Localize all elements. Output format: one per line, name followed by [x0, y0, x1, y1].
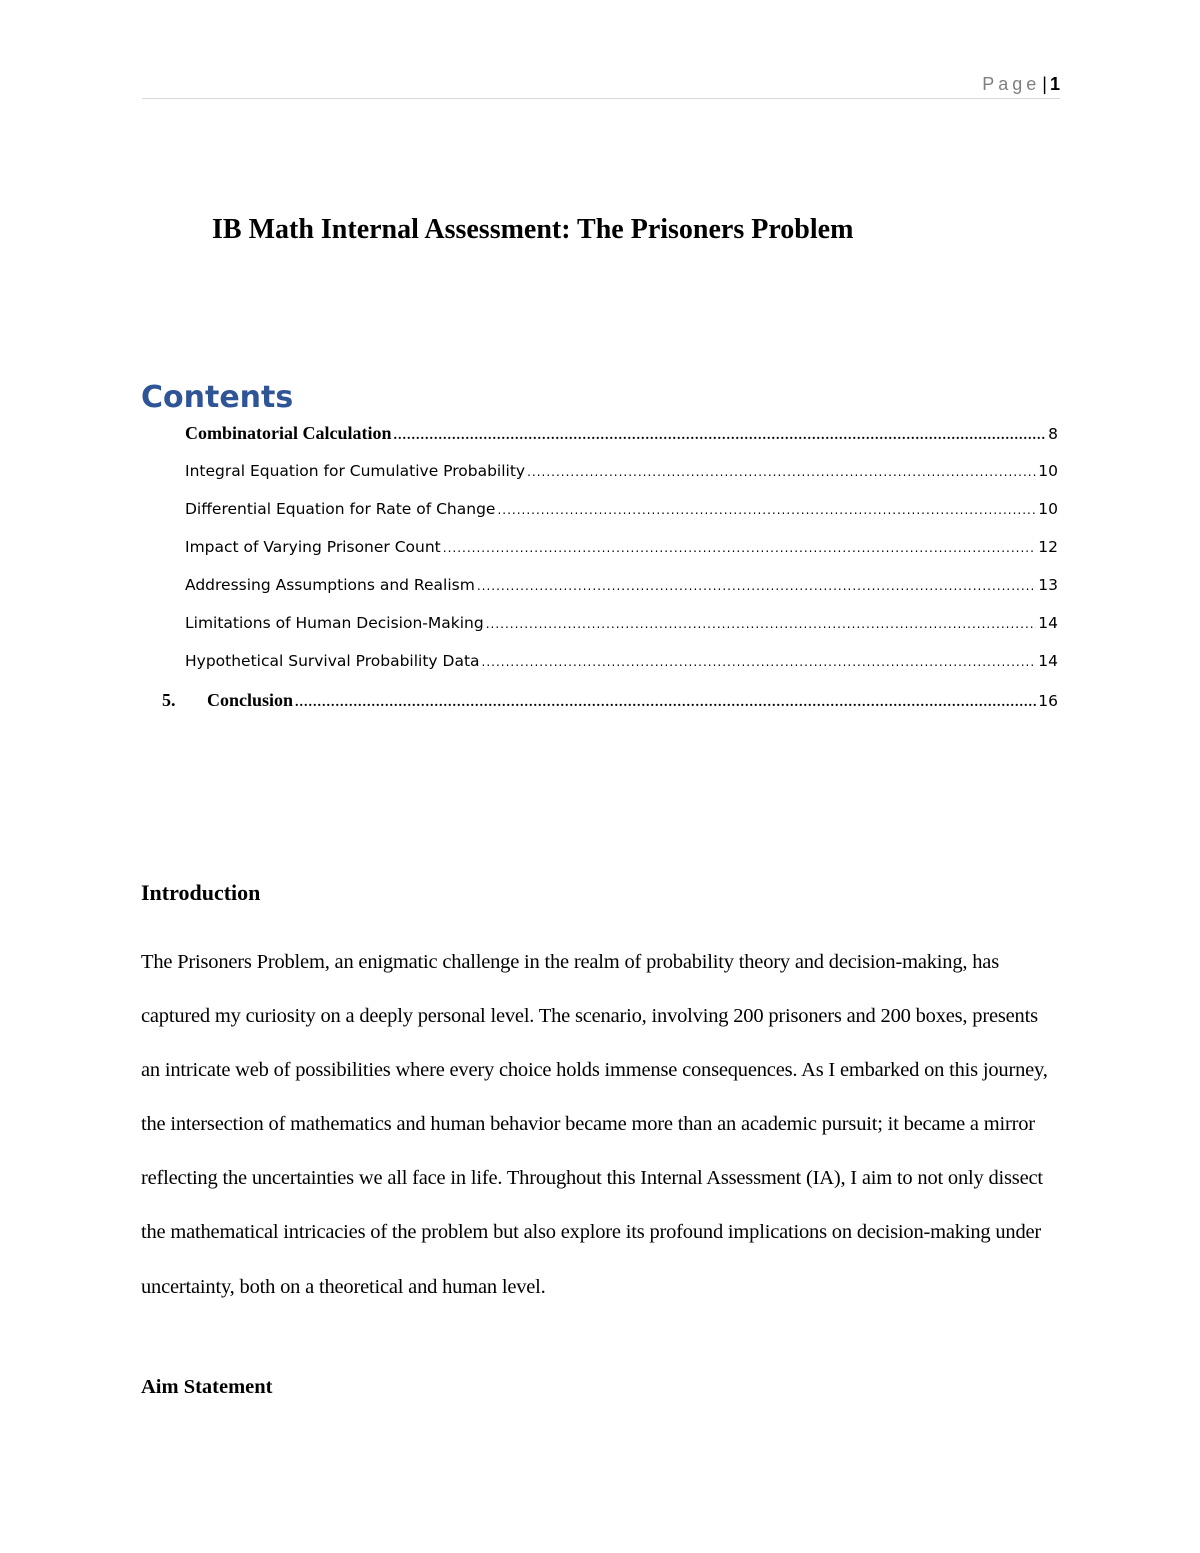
toc-leader	[295, 695, 1036, 711]
toc-page-number: 10	[1038, 500, 1058, 518]
toc-leader	[443, 541, 1037, 555]
toc-leader	[486, 617, 1037, 631]
contents-heading: Contents	[141, 380, 294, 415]
toc-page-number: 13	[1038, 576, 1058, 594]
toc-leader	[394, 428, 1047, 444]
toc-entry-label: Hypothetical Survival Probability Data	[185, 652, 480, 670]
toc-page-number: 14	[1038, 652, 1058, 670]
toc-entry-label: Integral Equation for Cumulative Probability	[185, 462, 526, 480]
introduction-heading: Introduction	[141, 880, 261, 905]
aim-statement-heading: Aim Statement	[141, 1376, 273, 1398]
toc-entry-conclusion[interactable]	[162, 690, 1058, 714]
toc-entry-varying-prisoner-count[interactable]	[185, 538, 1058, 562]
toc-entry-differential-equation[interactable]	[185, 500, 1058, 524]
toc-entry-label: Addressing Assumptions and Realism	[185, 576, 475, 594]
document-title: IB Math Internal Assessment: The Prisoners Problem	[212, 214, 854, 245]
toc-entry-label: Differential Equation for Rate of Change	[185, 500, 496, 518]
page-label: Page	[982, 74, 1041, 94]
toc-leader	[497, 503, 1036, 517]
toc-leader	[527, 465, 1036, 479]
toc-page-number: 14	[1038, 614, 1058, 632]
toc-entry-label: Combinatorial Calculation	[185, 423, 392, 443]
toc-leader	[477, 579, 1036, 593]
toc-entry-human-decision-making[interactable]	[185, 614, 1058, 638]
toc-entry-label: Impact of Varying Prisoner Count	[185, 538, 441, 556]
toc-entry-survival-probability-data[interactable]	[185, 652, 1058, 676]
page-header	[142, 74, 1060, 99]
introduction-paragraph: The Prisoners Problem, an enigmatic challenge in the realm of probability theory and decision-making, has captured my curiosity on a deeply personal level. The scenario, involving 200 prisoners and 200 boxes, presents an intricate web of possibilities where every choice holds immense consequences. As I embarked on this journey, the intersection of mathematics and human behavior became more than an academic pursuit; it became a mirror reflecting the uncertainties we all face in life. Throughout this Internal Assessment (IA), I aim to not only dissect the mathematical intricacies of the problem but also explore its profound implications on decision-making under uncertainty, both on a theoretical and human level.	[141, 951, 1048, 1298]
toc-page-number: 12	[1038, 538, 1058, 556]
toc-entry-title: Conclusion	[207, 690, 294, 710]
toc-entry-label: Limitations of Human Decision-Making	[185, 614, 484, 632]
toc-entry-number: 5.	[162, 690, 176, 710]
page-separator: |	[1042, 74, 1047, 94]
toc-page-number: 8	[1048, 425, 1058, 443]
toc-entry-combinatorial-calculation[interactable]	[185, 423, 1058, 447]
toc-entry-assumptions-realism[interactable]	[185, 576, 1058, 600]
toc-leader	[482, 655, 1037, 669]
toc-page-number: 16	[1038, 692, 1058, 710]
toc-entry-integral-equation[interactable]	[185, 462, 1058, 486]
toc-entry-label	[162, 690, 293, 711]
page-number: 1	[1049, 74, 1060, 94]
toc-page-number: 10	[1038, 462, 1058, 480]
